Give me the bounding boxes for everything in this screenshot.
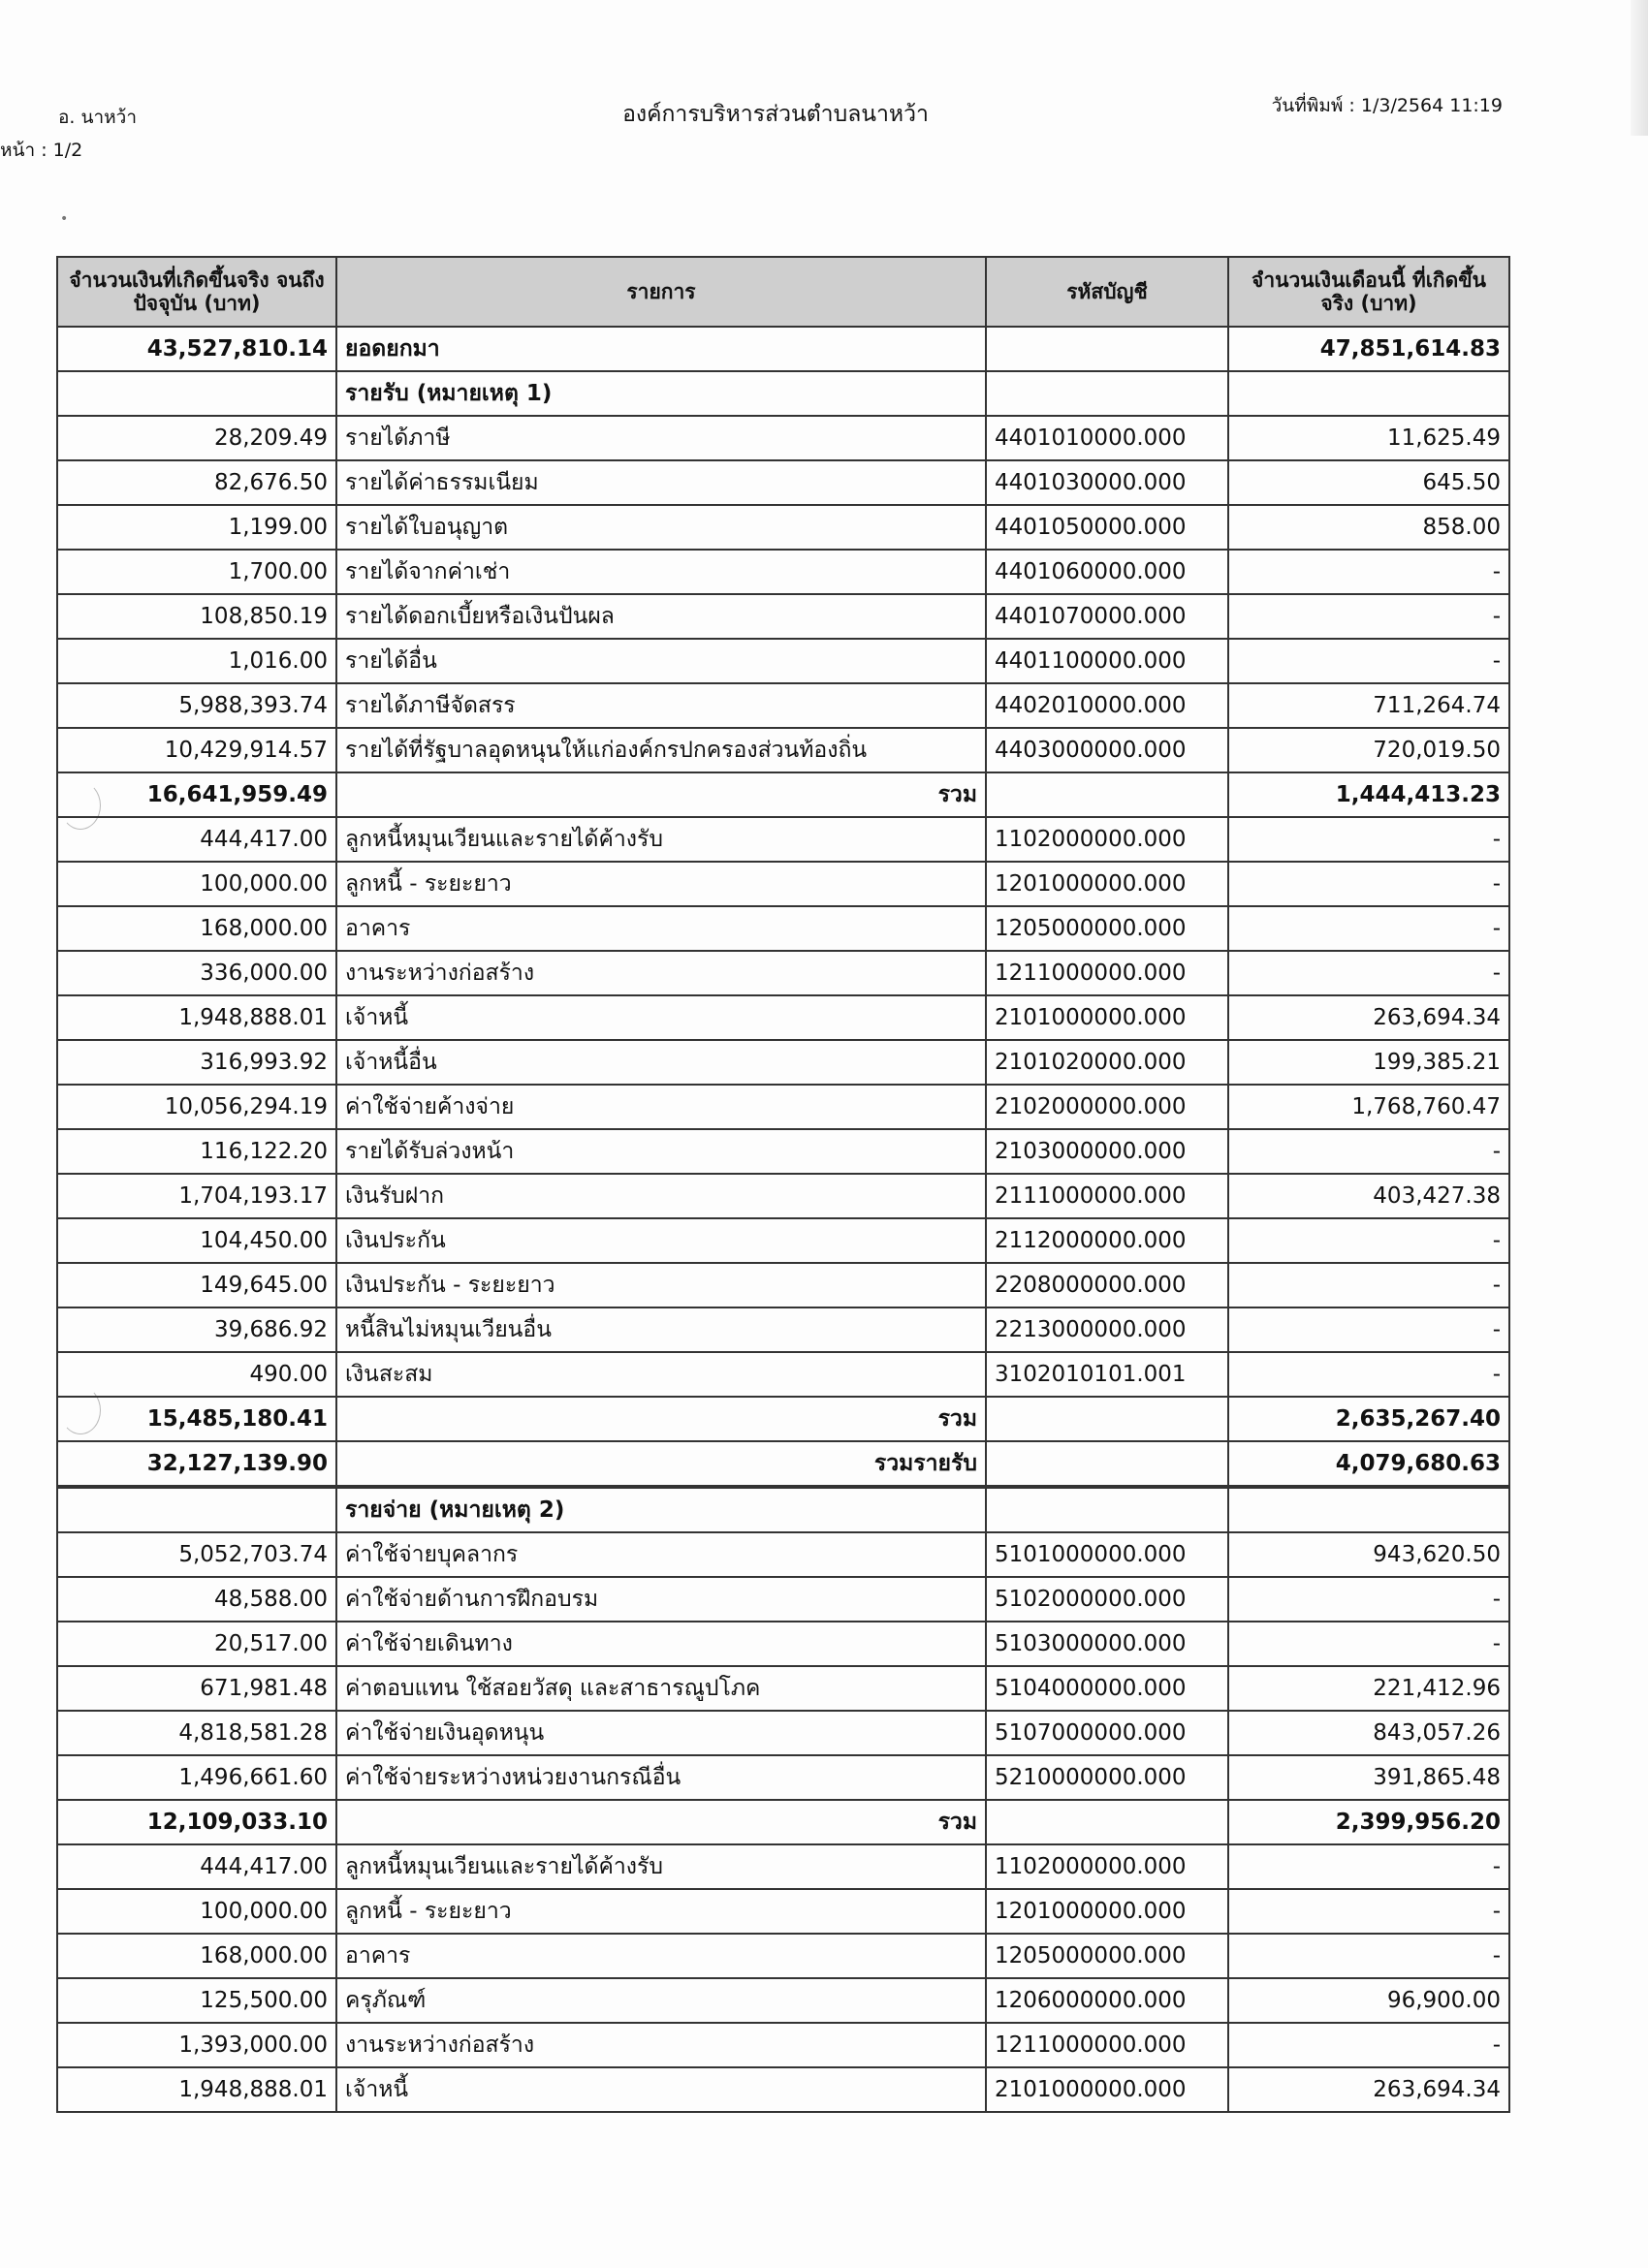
item-label-cell: ค่าใช้จ่ายค้างจ่าย	[336, 1085, 986, 1129]
month-amount-cell: -	[1228, 1889, 1509, 1934]
month-amount-cell: 47,851,614.83	[1228, 327, 1509, 371]
month-amount-cell	[1228, 1487, 1509, 1532]
account-code-cell: 2112000000.000	[986, 1218, 1228, 1263]
table-row	[57, 1263, 1509, 1307]
month-amount-cell: -	[1228, 639, 1509, 683]
table-row	[57, 1666, 1509, 1711]
ytd-amount-cell: 32,127,139.90	[57, 1441, 336, 1487]
table-row	[57, 1889, 1509, 1934]
account-code-cell: 4403000000.000	[986, 728, 1228, 772]
month-amount-cell: -	[1228, 1622, 1509, 1666]
table-row	[57, 1218, 1509, 1263]
ytd-amount-cell: 5,052,703.74	[57, 1532, 336, 1577]
item-label-cell: รายได้ที่รัฐบาลอุดหนุนให้แก่องค์กรปกครองส่วนท้องถิ่น	[336, 728, 986, 772]
col-header-code: รหัสบัญชี	[986, 257, 1228, 327]
table-body	[57, 327, 1509, 2112]
table-row	[57, 1174, 1509, 1218]
table-row	[57, 1532, 1509, 1577]
ytd-amount-cell: 1,700.00	[57, 550, 336, 594]
month-amount-cell: 199,385.21	[1228, 1040, 1509, 1085]
ytd-amount-cell: 12,109,033.10	[57, 1800, 336, 1844]
account-code-cell: 1102000000.000	[986, 1844, 1228, 1889]
month-amount-cell: 1,444,413.23	[1228, 772, 1509, 817]
ytd-amount-cell: 10,056,294.19	[57, 1085, 336, 1129]
item-label-cell: ค่าใช้จ่ายระหว่างหน่วยงานกรณีอื่น	[336, 1755, 986, 1800]
account-code-cell: 5210000000.000	[986, 1755, 1228, 1800]
account-code-cell: 3102010101.001	[986, 1352, 1228, 1397]
table-row	[57, 772, 1509, 817]
item-label-cell: ค่าตอบแทน ใช้สอยวัสดุ และสาธารณูปโภค	[336, 1666, 986, 1711]
ytd-amount-cell: 100,000.00	[57, 1889, 336, 1934]
item-label-cell: งานระหว่างก่อสร้าง	[336, 2023, 986, 2067]
item-label-cell: งานระหว่างก่อสร้าง	[336, 951, 986, 995]
account-code-cell: 2111000000.000	[986, 1174, 1228, 1218]
ytd-amount-cell: 168,000.00	[57, 906, 336, 951]
table-row	[57, 1129, 1509, 1174]
ytd-amount-cell: 82,676.50	[57, 460, 336, 505]
account-code-cell: 5102000000.000	[986, 1577, 1228, 1622]
item-label-cell: เงินสะสม	[336, 1352, 986, 1397]
ytd-amount-cell: 1,016.00	[57, 639, 336, 683]
month-amount-cell: 263,694.34	[1228, 2067, 1509, 2112]
month-amount-cell: 11,625.49	[1228, 416, 1509, 460]
item-label-cell: รายได้จากค่าเช่า	[336, 550, 986, 594]
table-row	[57, 862, 1509, 906]
table-row	[57, 594, 1509, 639]
month-amount-cell: -	[1228, 1307, 1509, 1352]
account-code-cell: 1205000000.000	[986, 1934, 1228, 1978]
ytd-amount-cell: 16,641,959.49	[57, 772, 336, 817]
item-label-cell: รายได้ดอกเบี้ยหรือเงินปันผล	[336, 594, 986, 639]
table-row	[57, 906, 1509, 951]
table-row	[57, 1755, 1509, 1800]
account-code-cell	[986, 1487, 1228, 1532]
item-label-cell: รวม	[336, 772, 986, 817]
table-row	[57, 1844, 1509, 1889]
table-row	[57, 327, 1509, 371]
ytd-amount-cell: 5,988,393.74	[57, 683, 336, 728]
ytd-amount-cell: 1,948,888.01	[57, 2067, 336, 2112]
item-label-cell: ครุภัณฑ์	[336, 1978, 986, 2023]
table-row	[57, 1622, 1509, 1666]
ytd-amount-cell: 1,948,888.01	[57, 995, 336, 1040]
page-number: หน้า : 1/2	[0, 136, 1648, 2268]
account-code-cell: 4401010000.000	[986, 416, 1228, 460]
table-row	[57, 1577, 1509, 1622]
table-row	[57, 683, 1509, 728]
month-amount-cell: -	[1228, 550, 1509, 594]
account-code-cell: 4401060000.000	[986, 550, 1228, 594]
month-amount-cell: 4,079,680.63	[1228, 1441, 1509, 1487]
account-code-cell: 1211000000.000	[986, 951, 1228, 995]
table-row	[57, 1487, 1509, 1532]
item-label-cell: รายได้ค่าธรรมเนียม	[336, 460, 986, 505]
account-code-cell: 1201000000.000	[986, 862, 1228, 906]
month-amount-cell: 858.00	[1228, 505, 1509, 550]
account-code-cell: 2101020000.000	[986, 1040, 1228, 1085]
item-label-cell: ค่าใช้จ่ายเงินอุดหนุน	[336, 1711, 986, 1755]
ytd-amount-cell: 10,429,914.57	[57, 728, 336, 772]
month-amount-cell: -	[1228, 1934, 1509, 1978]
ytd-amount-cell: 43,527,810.14	[57, 327, 336, 371]
account-code-cell	[986, 327, 1228, 371]
month-amount-cell: 2,635,267.40	[1228, 1397, 1509, 1441]
item-label-cell: รายรับ (หมายเหตุ 1)	[336, 371, 986, 416]
month-amount-cell: 711,264.74	[1228, 683, 1509, 728]
item-label-cell: รายได้ภาษี	[336, 416, 986, 460]
ytd-amount-cell: 490.00	[57, 1352, 336, 1397]
ytd-amount-cell: 168,000.00	[57, 1934, 336, 1978]
account-code-cell	[986, 1397, 1228, 1441]
month-amount-cell: 221,412.96	[1228, 1666, 1509, 1711]
ytd-amount-cell: 671,981.48	[57, 1666, 336, 1711]
scan-speck: •	[60, 211, 69, 227]
table-row	[57, 728, 1509, 772]
month-amount-cell: 645.50	[1228, 460, 1509, 505]
ytd-amount-cell: 15,485,180.41	[57, 1397, 336, 1441]
item-label-cell: อาคาร	[336, 1934, 986, 1978]
item-label-cell: รวม	[336, 1397, 986, 1441]
account-code-cell: 1206000000.000	[986, 1978, 1228, 2023]
item-label-cell: ลูกหนี้หมุนเวียนและรายได้ค้างรับ	[336, 1844, 986, 1889]
table-row	[57, 2023, 1509, 2067]
table-row	[57, 460, 1509, 505]
table-row	[57, 1040, 1509, 1085]
table-row	[57, 416, 1509, 460]
ytd-amount-cell: 4,818,581.28	[57, 1711, 336, 1755]
month-amount-cell: -	[1228, 1844, 1509, 1889]
item-label-cell: รายได้รับล่วงหน้า	[336, 1129, 986, 1174]
item-label-cell: เงินประกัน - ระยะยาว	[336, 1263, 986, 1307]
account-code-cell: 2101000000.000	[986, 995, 1228, 1040]
account-code-cell: 5103000000.000	[986, 1622, 1228, 1666]
month-amount-cell: 720,019.50	[1228, 728, 1509, 772]
item-label-cell: ลูกหนี้หมุนเวียนและรายได้ค้างรับ	[336, 817, 986, 862]
month-amount-cell: 96,900.00	[1228, 1978, 1509, 2023]
account-code-cell: 1201000000.000	[986, 1889, 1228, 1934]
account-code-cell: 1205000000.000	[986, 906, 1228, 951]
item-label-cell: ค่าใช้จ่ายด้านการฝึกอบรม	[336, 1577, 986, 1622]
month-amount-cell: 263,694.34	[1228, 995, 1509, 1040]
district-label: อ. นาหว้า	[58, 107, 138, 128]
ytd-amount-cell: 20,517.00	[57, 1622, 336, 1666]
ytd-amount-cell: 48,588.00	[57, 1577, 336, 1622]
account-code-cell	[986, 1441, 1228, 1487]
month-amount-cell: 2,399,956.20	[1228, 1800, 1509, 1844]
month-amount-cell: -	[1228, 1218, 1509, 1263]
item-label-cell: ยอดยกมา	[336, 327, 986, 371]
account-code-cell: 5101000000.000	[986, 1532, 1228, 1577]
item-label-cell: ลูกหนี้ - ระยะยาว	[336, 862, 986, 906]
ytd-amount-cell: 39,686.92	[57, 1307, 336, 1352]
table-row	[57, 639, 1509, 683]
table-row	[57, 951, 1509, 995]
item-label-cell: เจ้าหนี้อื่น	[336, 1040, 986, 1085]
ytd-amount-cell	[57, 371, 336, 416]
month-amount-cell: 943,620.50	[1228, 1532, 1509, 1577]
item-label-cell: รายได้ภาษีจัดสรร	[336, 683, 986, 728]
table-row	[57, 371, 1509, 416]
item-label-cell: รวม	[336, 1800, 986, 1844]
account-code-cell: 2102000000.000	[986, 1085, 1228, 1129]
month-amount-cell	[1228, 371, 1509, 416]
receipts-payments-table	[56, 256, 1510, 2113]
ytd-amount-cell: 28,209.49	[57, 416, 336, 460]
month-amount-cell: -	[1228, 1577, 1509, 1622]
item-label-cell: รายได้ใบอนุญาต	[336, 505, 986, 550]
ytd-amount-cell: 116,122.20	[57, 1129, 336, 1174]
ytd-amount-cell: 149,645.00	[57, 1263, 336, 1307]
month-amount-cell: -	[1228, 906, 1509, 951]
month-amount-cell: -	[1228, 817, 1509, 862]
item-label-cell: เงินประกัน	[336, 1218, 986, 1263]
ytd-amount-cell: 444,417.00	[57, 817, 336, 862]
item-label-cell: รายจ่าย (หมายเหตุ 2)	[336, 1487, 986, 1532]
item-label-cell: เงินรับฝาก	[336, 1174, 986, 1218]
account-code-cell: 2208000000.000	[986, 1263, 1228, 1307]
table-row	[57, 1934, 1509, 1978]
account-code-cell: 5104000000.000	[986, 1666, 1228, 1711]
col-header-item: รายการ	[336, 257, 986, 327]
ytd-amount-cell: 100,000.00	[57, 862, 336, 906]
table-row	[57, 1085, 1509, 1129]
month-amount-cell: 1,768,760.47	[1228, 1085, 1509, 1129]
item-label-cell: ค่าใช้จ่ายบุคลากร	[336, 1532, 986, 1577]
account-code-cell: 2103000000.000	[986, 1129, 1228, 1174]
item-label-cell: เจ้าหนี้	[336, 995, 986, 1040]
ytd-amount-cell: 1,496,661.60	[57, 1755, 336, 1800]
month-amount-cell: -	[1228, 2023, 1509, 2067]
table-row	[57, 1441, 1509, 1487]
account-code-cell: 1211000000.000	[986, 2023, 1228, 2067]
table-row	[57, 1978, 1509, 2023]
account-code-cell: 5107000000.000	[986, 1711, 1228, 1755]
account-code-cell: 4402010000.000	[986, 683, 1228, 728]
month-amount-cell: -	[1228, 1352, 1509, 1397]
item-label-cell: หนี้สินไม่หมุนเวียนอื่น	[336, 1307, 986, 1352]
item-label-cell: รวมรายรับ	[336, 1441, 986, 1487]
ytd-amount-cell	[57, 1487, 336, 1532]
ytd-amount-cell: 125,500.00	[57, 1978, 336, 2023]
ytd-amount-cell: 316,993.92	[57, 1040, 336, 1085]
ytd-amount-cell: 108,850.19	[57, 594, 336, 639]
table-row	[57, 1307, 1509, 1352]
account-code-cell: 4401070000.000	[986, 594, 1228, 639]
table-row	[57, 995, 1509, 1040]
ytd-amount-cell: 444,417.00	[57, 1844, 336, 1889]
month-amount-cell: 391,865.48	[1228, 1755, 1509, 1800]
table-row	[57, 505, 1509, 550]
table-row	[57, 1800, 1509, 1844]
item-label-cell: ลูกหนี้ - ระยะยาว	[336, 1889, 986, 1934]
ytd-amount-cell: 1,199.00	[57, 505, 336, 550]
item-label-cell: รายได้อื่น	[336, 639, 986, 683]
account-code-cell	[986, 772, 1228, 817]
month-amount-cell: -	[1228, 951, 1509, 995]
item-label-cell: ค่าใช้จ่ายเดินทาง	[336, 1622, 986, 1666]
col-header-month: จำนวนเงินเดือนนี้ ที่เกิดขึ้นจริง (บาท)	[1228, 257, 1509, 327]
account-code-cell: 2213000000.000	[986, 1307, 1228, 1352]
table-row	[57, 550, 1509, 594]
table-row	[57, 1397, 1509, 1441]
ytd-amount-cell: 336,000.00	[57, 951, 336, 995]
month-amount-cell: -	[1228, 1129, 1509, 1174]
table-row	[57, 2067, 1509, 2112]
table-header-row	[57, 257, 1509, 327]
table-row	[57, 1352, 1509, 1397]
account-code-cell: 4401030000.000	[986, 460, 1228, 505]
ytd-amount-cell: 1,704,193.17	[57, 1174, 336, 1218]
col-header-ytd: จำนวนเงินที่เกิดขึ้นจริง จนถึงปัจจุบัน (บาท)	[57, 257, 336, 327]
month-amount-cell: -	[1228, 1263, 1509, 1307]
month-amount-cell: 843,057.26	[1228, 1711, 1509, 1755]
month-amount-cell: 403,427.38	[1228, 1174, 1509, 1218]
account-code-cell	[986, 371, 1228, 416]
table-row	[57, 1711, 1509, 1755]
account-code-cell: 2101000000.000	[986, 2067, 1228, 2112]
month-amount-cell: -	[1228, 594, 1509, 639]
organization-name: องค์การบริหารส่วนตำบลนาหว้า	[622, 102, 929, 127]
table-row	[57, 817, 1509, 862]
item-label-cell: อาคาร	[336, 906, 986, 951]
print-date: วันที่พิมพ์ : 1/3/2564 11:19	[1271, 95, 1503, 116]
account-code-cell: 1102000000.000	[986, 817, 1228, 862]
account-code-cell: 4401050000.000	[986, 505, 1228, 550]
ytd-amount-cell: 104,450.00	[57, 1218, 336, 1263]
account-code-cell	[986, 1800, 1228, 1844]
ytd-amount-cell: 1,393,000.00	[57, 2023, 336, 2067]
month-amount-cell: -	[1228, 862, 1509, 906]
account-code-cell: 4401100000.000	[986, 639, 1228, 683]
item-label-cell: เจ้าหนี้	[336, 2067, 986, 2112]
